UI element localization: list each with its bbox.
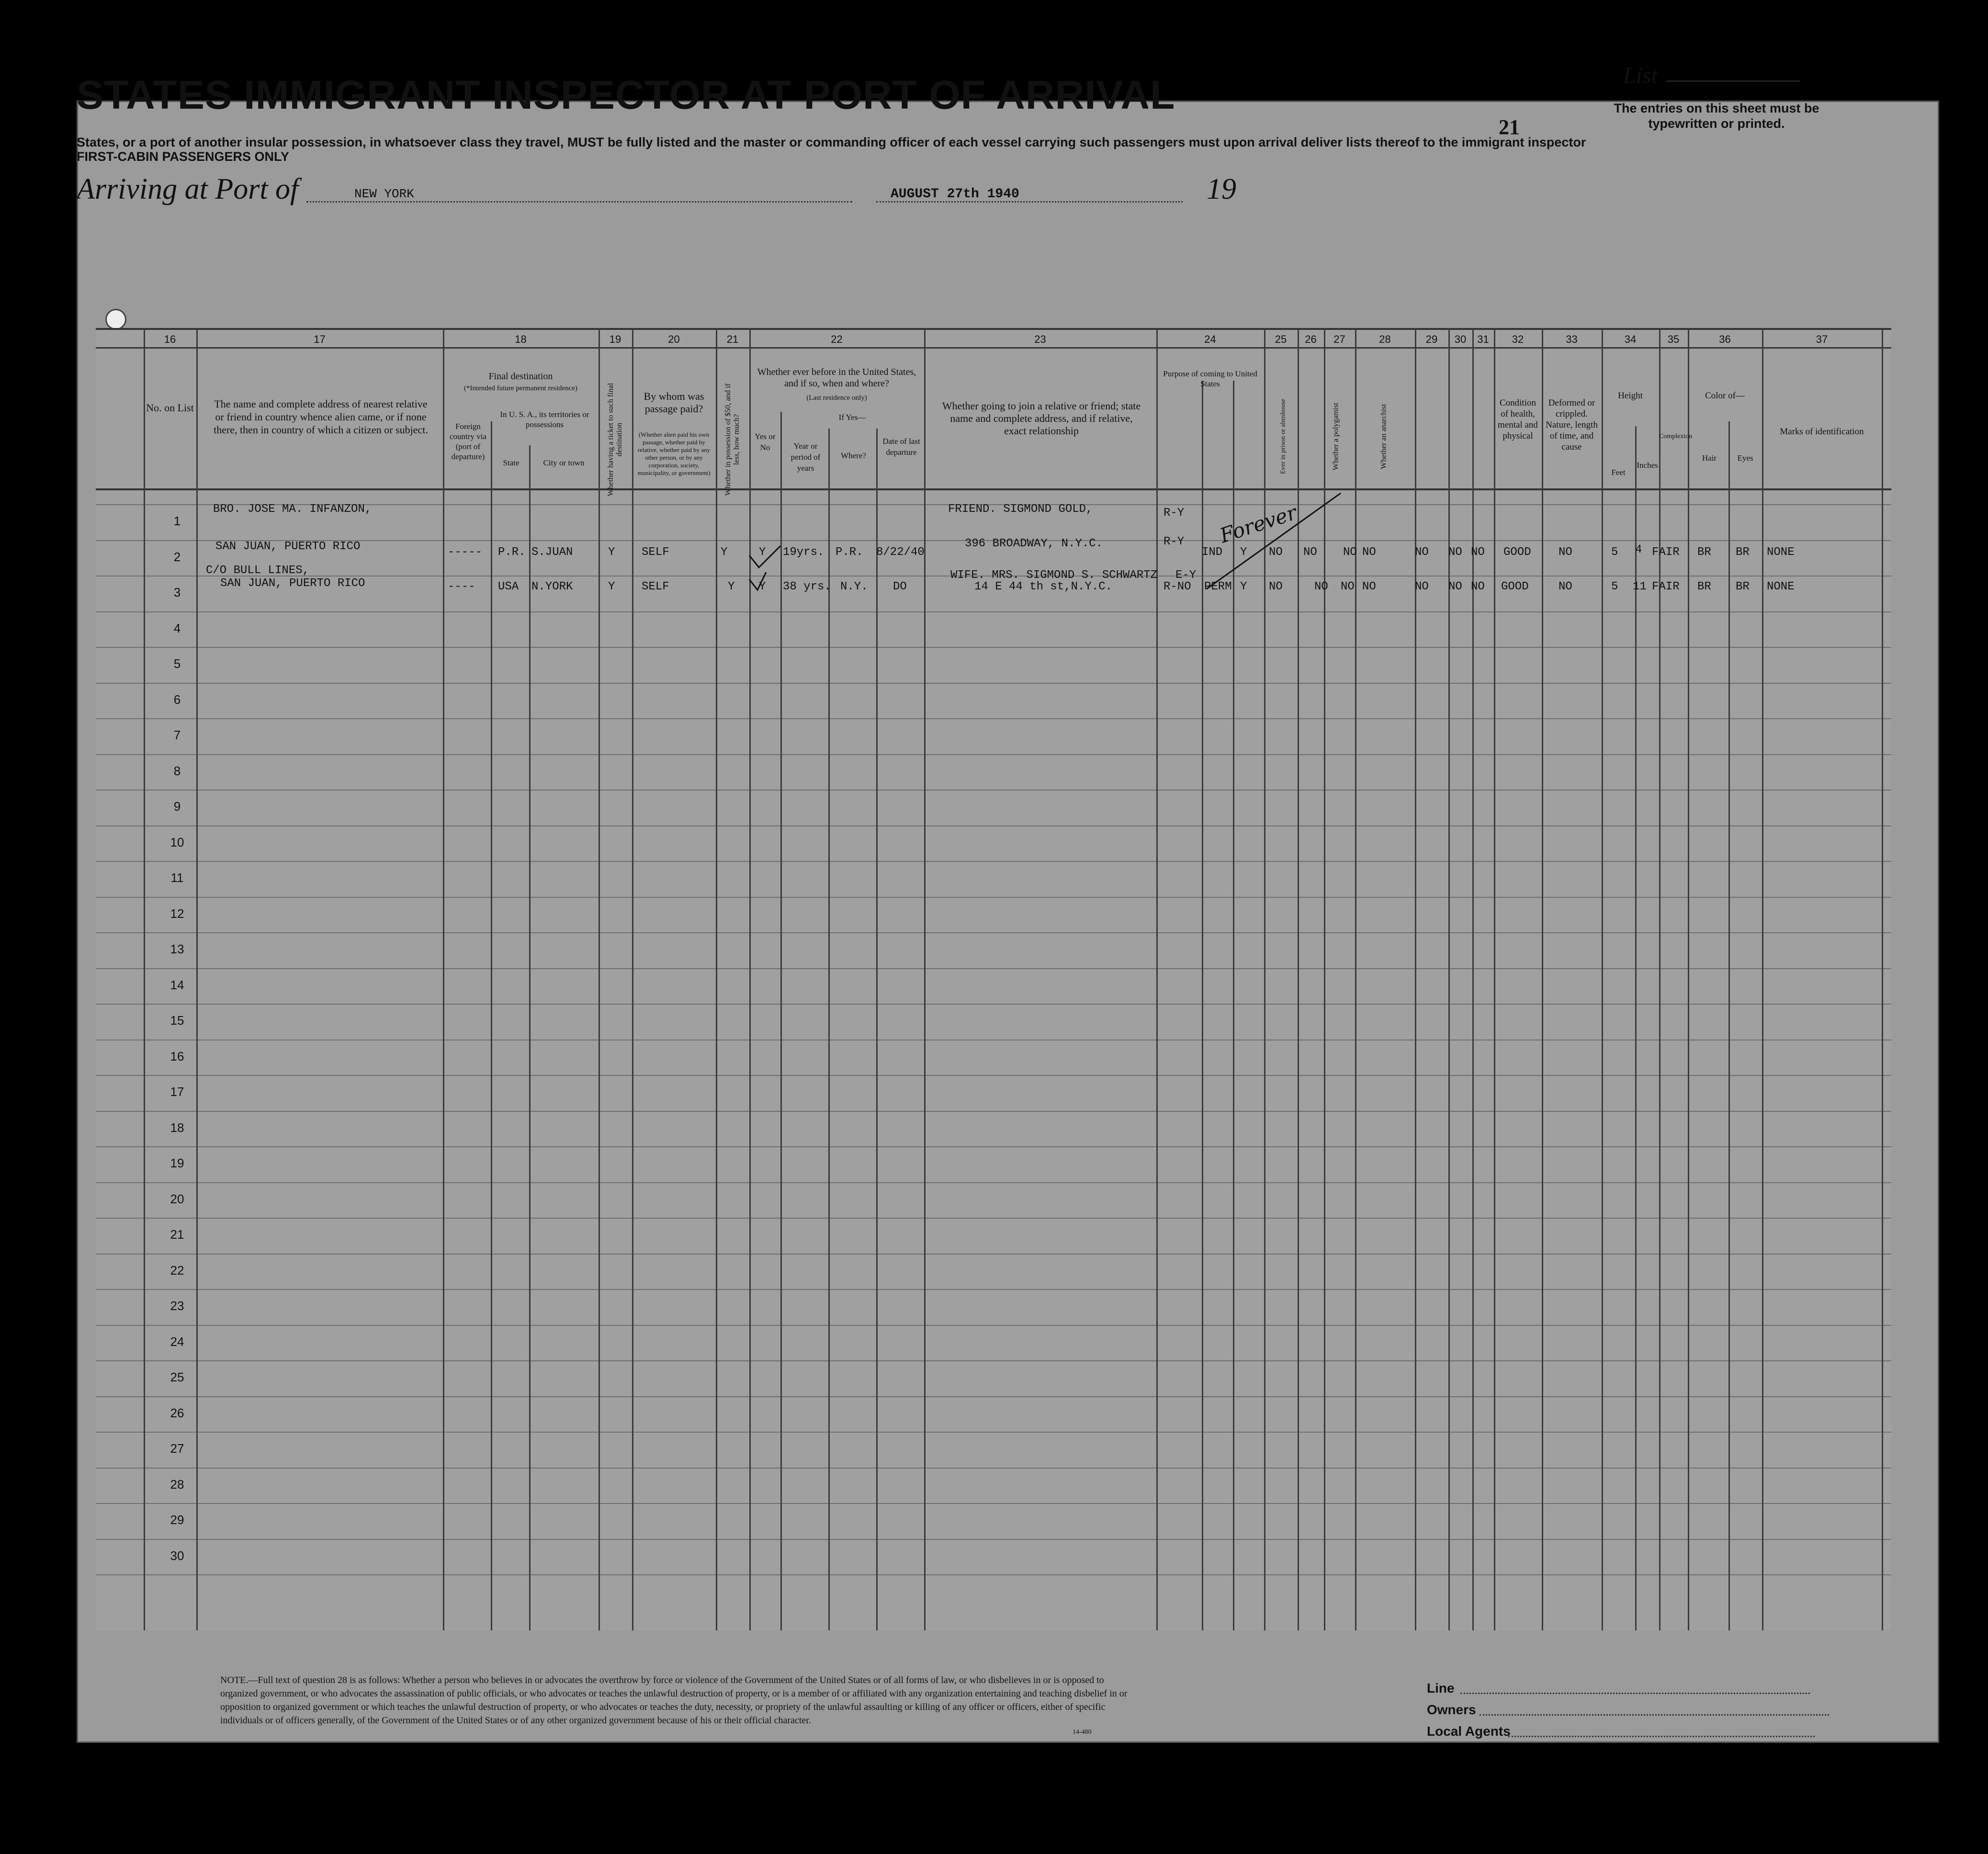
column-divider (1542, 328, 1543, 1630)
row-number: 17 (170, 1085, 184, 1099)
row2-stay: PERM (1204, 580, 1232, 593)
port-value: NEW YORK (354, 187, 414, 201)
row2-paid-by: SELF (642, 580, 669, 593)
column-divider (1688, 328, 1689, 1630)
form-title: STATES IMMIGRANT INSPECTOR AT PORT OF ARRIVAL (77, 72, 1175, 117)
row-rule (96, 1539, 1891, 1540)
column-number: 31 (1477, 333, 1489, 345)
row1-hair: BR (1697, 546, 1711, 559)
column-divider (1472, 328, 1474, 1630)
row-number: 5 (173, 656, 181, 671)
row2-c30: NO (1448, 580, 1462, 593)
row-rule (96, 1218, 1891, 1219)
header-foreign-country: Foreign country via (port of departure) (450, 422, 486, 461)
row-number: 10 (170, 835, 184, 849)
row-number: 1 (173, 514, 181, 528)
owners-label: Owners (1427, 1702, 1476, 1717)
column-number: 33 (1566, 333, 1578, 345)
row1-c31: NO (1471, 546, 1485, 559)
column-number: 30 (1454, 333, 1467, 345)
row2-relative-address: SAN JUAN, PUERTO RICO (220, 577, 365, 590)
column-divider (443, 328, 444, 1630)
row-number: 8 (173, 763, 181, 778)
row2-complexion: FAIR (1652, 580, 1680, 593)
line-label: Line (1427, 1681, 1455, 1696)
header-anarchist: Whether an anarchist (1379, 404, 1388, 469)
row1-years: 19yrs. (783, 546, 825, 559)
row1-foreign: ----- (448, 546, 483, 559)
row1-c27: NO (1303, 546, 1317, 559)
row2-state: USA (498, 580, 519, 593)
row2-marks: NONE (1767, 580, 1795, 593)
column-number: 28 (1379, 333, 1391, 345)
header-before-in-us: Whether ever before in the United States, and if so, when and where? (757, 367, 916, 389)
row1-stay: IND (1202, 546, 1223, 559)
row-rule (96, 1146, 1891, 1147)
row1-purpose-b: R-Y (1163, 535, 1185, 548)
column-number: 26 (1305, 333, 1317, 345)
column-number: 23 (1034, 333, 1046, 345)
header-hair: Hair (1702, 453, 1717, 463)
row-number: 24 (170, 1334, 184, 1349)
column-number: 32 (1512, 333, 1524, 345)
column-number: 19 (609, 333, 621, 345)
row-rule (96, 611, 1891, 612)
column-divider (1156, 328, 1158, 1630)
row-number: 23 (170, 1299, 184, 1313)
sheet-number: 21 (1499, 115, 1520, 139)
header-final-destination: Final destination (488, 371, 553, 382)
row1-where: P.R. (836, 546, 863, 559)
row2-ticket: Y (608, 580, 615, 593)
column-divider (924, 328, 926, 1630)
header-relative: The name and complete address of nearest relative or friend in country whence alien came, or if none there, then in country of which a citizen or subject. (214, 398, 428, 436)
row1-join-name: FRIEND. SIGMOND GOLD, (948, 503, 1093, 516)
column-divider (1355, 328, 1356, 1630)
row1-c25: Y (1240, 546, 1247, 559)
column-number: 35 (1667, 333, 1680, 345)
manifest-table (96, 328, 1891, 1630)
row1-paid-by: SELF (642, 546, 669, 559)
column-number: 34 (1624, 333, 1637, 345)
row-number: 3 (173, 585, 181, 599)
column-number: 25 (1275, 333, 1287, 345)
row1-before: Y (759, 546, 766, 559)
list-label: List (1623, 63, 1658, 88)
row-rule (96, 1360, 1891, 1361)
row2-feet: 5 (1611, 580, 1618, 593)
column-divider (599, 328, 600, 1630)
row-rule (96, 1396, 1891, 1397)
row-rule (96, 1503, 1891, 1504)
row2-c29: NO (1415, 580, 1429, 593)
row-rule (96, 754, 1891, 755)
row-number: 26 (170, 1405, 184, 1420)
row-rule (96, 1432, 1891, 1433)
header-polygamist: Whether a polygamist (1332, 402, 1340, 471)
row-number: 14 (170, 977, 184, 992)
column-number: 22 (831, 333, 843, 345)
year-prefix: 19 (1207, 173, 1236, 205)
header-city: City or town (543, 458, 585, 467)
row2-join-name: WIFE. MRS. SIGMOND S. SCHWARTZ (950, 569, 1158, 582)
column-divider (1602, 328, 1603, 1630)
row2-foreign: ---- (448, 580, 475, 593)
row-number: 29 (170, 1513, 184, 1527)
port-line (306, 201, 852, 203)
passenger-class: FIRST-CABIN PASSENGERS ONLY (77, 149, 290, 164)
header-ticket: Whether having a ticket to such final destination (607, 383, 623, 497)
row-rule (96, 1289, 1891, 1290)
row-rule (96, 790, 1891, 791)
row2-c27: NO (1314, 580, 1328, 593)
row-rule (96, 861, 1891, 862)
form-number: 14-480 (1073, 1729, 1092, 1736)
row-rule (96, 1111, 1891, 1112)
row1-departure: 8/22/40 (876, 546, 925, 559)
column-divider (1635, 426, 1637, 1630)
header-purpose: Purpose of coming to United States (1163, 369, 1257, 388)
column-divider (716, 328, 717, 1630)
row2-join-address: 14 E 44 th st,N.Y.C. (974, 580, 1113, 593)
line-field (1460, 1693, 1810, 1694)
row-number: 30 (170, 1548, 184, 1563)
column-divider (1415, 328, 1416, 1630)
row2-eyes: BR (1736, 580, 1750, 593)
row1-eyes: BR (1736, 546, 1750, 559)
column-number: 24 (1204, 333, 1216, 345)
row-rule (96, 1468, 1891, 1469)
row-number: 20 (170, 1191, 184, 1206)
row-number: 21 (170, 1227, 184, 1242)
header-final-destination-note: (*Intended future permanent residence) (464, 384, 577, 392)
header-prison: Ever in prison or almshouse (1279, 398, 1287, 475)
row2-hair: BR (1697, 580, 1711, 593)
column-divider (1882, 328, 1883, 1630)
row-number: 22 (170, 1263, 184, 1277)
row1-c28b: NO (1362, 546, 1376, 559)
column-number: 29 (1425, 333, 1438, 345)
row-number: 12 (170, 906, 184, 921)
header-color-of: Color of— (1705, 391, 1745, 401)
row1-ticket: Y (608, 546, 615, 559)
row-rule (96, 825, 1891, 826)
row-rule (96, 897, 1891, 898)
entries-note: The entries on this sheet must be typewritten or printed. (1614, 101, 1819, 131)
column-divider (1728, 421, 1730, 1630)
row-number: 28 (170, 1477, 184, 1492)
row1-city: S.JUAN (531, 546, 573, 559)
handwritten-note: Forever (1217, 500, 1300, 548)
column-number: 16 (164, 333, 176, 345)
header-deformed: Deformed or crippled. Nature, length of time, and cause (1546, 398, 1598, 452)
header-fifty-dollars: Whether in possession of $50, and if less, how much? (724, 383, 741, 496)
column-divider (491, 421, 492, 1630)
row1-c28a: NO (1343, 546, 1357, 559)
row2-where: N.Y. (840, 580, 868, 593)
row-number: 18 (170, 1120, 184, 1135)
header-year: Year or period of years (791, 441, 821, 473)
column-number: 18 (515, 333, 527, 345)
row-number: 11 (170, 870, 184, 885)
form-subtitle: States, or a port of another insular possession, in whatsoever class they travel, MUST be fully listed and the master or commanding officer of each vessel carrying such passengers must upon arrival deliver lists thereof to the immigrant inspector (77, 135, 1586, 149)
row1-purpose-a: R-Y (1163, 507, 1185, 520)
row-rule (96, 1182, 1891, 1183)
row1-c29: NO (1415, 546, 1429, 559)
row1-inches: 4 (1635, 543, 1642, 556)
header-state: State (503, 458, 520, 467)
binder-hole (105, 309, 126, 330)
header-health: Condition of health, mental and physical (1498, 398, 1538, 441)
row-number: 15 (170, 1013, 184, 1028)
row-rule (96, 718, 1891, 719)
handwritten-strokes (1197, 484, 1350, 599)
row1-health: GOOD (1503, 546, 1531, 559)
row2-city: N.YORK (531, 580, 573, 593)
row1-feet: 5 (1611, 546, 1618, 559)
row2-purpose-a: E-Y (1175, 569, 1197, 582)
row2-years: 38 yrs. (783, 580, 831, 593)
header-feet: Feet (1611, 468, 1626, 477)
row-number: 4 (173, 621, 181, 635)
column-divider (828, 429, 830, 1630)
row1-marks: NONE (1767, 546, 1795, 559)
header-marks: Marks of identification (1780, 427, 1864, 437)
row-rule (96, 1325, 1891, 1326)
row1-relative-address: SAN JUAN, PUERTO RICO (215, 540, 361, 553)
row1-fifty: Y (721, 546, 728, 559)
row-rule (96, 1254, 1891, 1255)
arriving-label: Arriving at Port of (77, 173, 299, 205)
footnote-question-28: NOTE.—Full text of question 28 is as follows: Whether a person who believes in or advocates the overthrow by force or violence of the Government of the United States or of all forms of law, or who disbelieves in or is opposed to organized government, or who advocates the assassination of public officials, or who advocates or teaches the unlawful destruction of property, or is a member of or affiliated with any organization entertaining and teaching disbelief in or opposition to organized government or which teaches the unlawful destruction of property, or who advocates or teaches the duty, necessity, or propriety of the unlawful assaulting or killing of any officer or officers, either of specific individuals or of officers generally, of the Government of the United States or of any other organized government because of his or their official character. (220, 1675, 1128, 1726)
column-divider (780, 412, 782, 1630)
column-divider (876, 429, 878, 1630)
row1-complexion: FAIR (1652, 546, 1680, 559)
row2-health: GOOD (1501, 580, 1529, 593)
row-rule (96, 1574, 1891, 1575)
header-usa: In U. S. A., its territories or possessions (500, 410, 589, 429)
header-complexion: Complexion (1659, 433, 1693, 440)
column-number: 37 (1816, 333, 1828, 345)
column-number: 20 (668, 333, 680, 345)
column-divider (1448, 328, 1450, 1630)
row2-relative-name: C/O BULL LINES, (206, 564, 310, 577)
row-number: 19 (170, 1156, 184, 1170)
row2-c28a: NO (1341, 580, 1355, 593)
local-agents-label: Local Agents (1427, 1724, 1511, 1739)
header-date-departure: Date of last departure (882, 437, 920, 457)
header-passage-paid-note: (Whether alien paid his own passage, whether paid by relative, whether paid by any other person, or by any corporation, society, municipality, or government) (637, 431, 711, 476)
row2-c28b: NO (1362, 580, 1376, 593)
header-before-note: (Last residence only) (806, 394, 867, 402)
row-rule (96, 968, 1891, 969)
row2-fifty: Y (728, 580, 735, 593)
column-number: 21 (726, 333, 739, 345)
header-height: Height (1618, 391, 1643, 401)
row2-inches: 11 (1633, 580, 1647, 593)
header-yes-no: Yes or No (755, 432, 776, 452)
list-line (1666, 80, 1800, 82)
row2-c31: NO (1471, 580, 1485, 593)
column-divider (1494, 328, 1495, 1630)
header-inches: Inches (1637, 461, 1658, 470)
row1-relative-name: BRO. JOSE MA. INFANZON, (213, 503, 372, 516)
header-going-to-join: Whether going to join a relative or friend; state name and complete address, and if relative, exact relationship (942, 400, 1141, 437)
column-number: 27 (1333, 333, 1345, 345)
row-rule (96, 932, 1891, 933)
column-number: 17 (314, 333, 326, 345)
column-number-rule (96, 347, 1891, 349)
row-number: 6 (173, 692, 181, 707)
row2-purpose-b: R-NO (1163, 580, 1191, 593)
table-top-rule (96, 328, 1891, 330)
row2-deformed: NO (1559, 580, 1572, 593)
header-passage-paid: By whom was passage paid? (644, 390, 704, 415)
row2-c25: Y (1240, 580, 1247, 593)
check-marks (747, 527, 785, 594)
row1-c30: NO (1448, 546, 1462, 559)
column-divider (632, 328, 633, 1630)
header-eyes: Eyes (1737, 453, 1753, 463)
row2-c26: NO (1269, 580, 1283, 593)
row-rule (96, 1075, 1891, 1076)
header-if-yes: If Yes— (838, 413, 866, 422)
row-number: 13 (170, 942, 184, 956)
row-rule (96, 647, 1891, 648)
owners-field (1480, 1714, 1829, 1716)
row1-state: P.R. (498, 546, 526, 559)
row-number: 9 (173, 799, 181, 814)
column-divider (749, 328, 751, 1630)
local-agents-field (1508, 1736, 1815, 1737)
header-where: Where? (841, 451, 866, 460)
row-number: 2 (173, 549, 181, 564)
row2-before: Y (759, 580, 766, 593)
row-number: 25 (170, 1370, 184, 1384)
row1-c26: NO (1269, 546, 1283, 559)
arrival-date: AUGUST 27th 1940 (891, 187, 1019, 202)
column-number: 36 (1719, 333, 1731, 345)
row-rule (96, 683, 1891, 684)
row-number: 27 (170, 1441, 184, 1456)
row-number: 7 (173, 728, 181, 742)
header-no-on-list: No. on List (146, 402, 194, 414)
column-divider (1659, 328, 1660, 1630)
row1-deformed: NO (1559, 546, 1572, 559)
row2-departure: DO (893, 580, 907, 593)
header-bottom-rule (96, 488, 1891, 490)
column-divider (1762, 328, 1763, 1630)
column-divider (529, 445, 531, 1630)
row-number: 16 (170, 1049, 184, 1063)
row-rule (96, 1004, 1891, 1005)
row1-join-address: 396 BROADWAY, N.Y.C. (965, 537, 1103, 550)
